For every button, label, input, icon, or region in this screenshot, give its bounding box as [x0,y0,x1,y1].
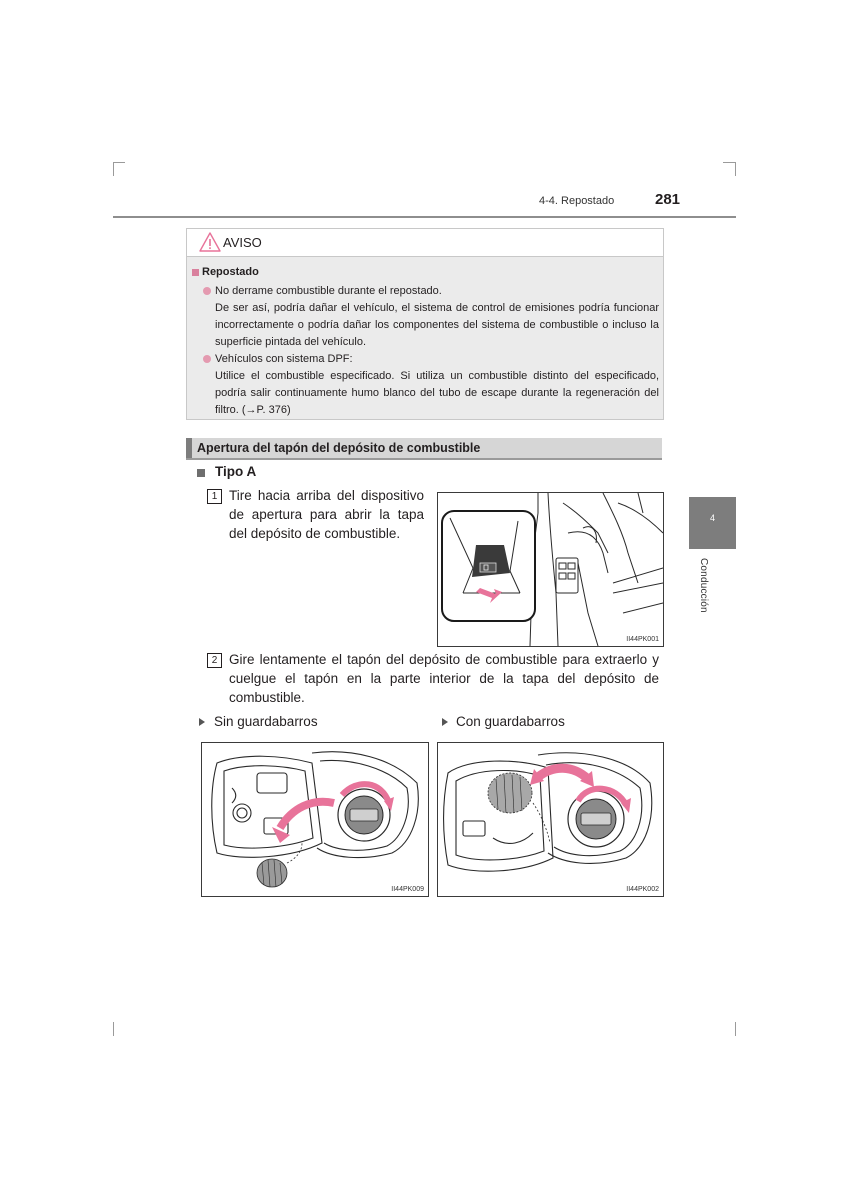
section-bar-accent [186,438,192,458]
warning-item-title: Vehículos con sistema DPF: [215,353,353,365]
header-rule [113,216,736,218]
section-title-bar [186,438,662,460]
warning-triangle-icon [199,232,221,252]
warning-item-body: Utilice el combustible especificado. Si utiliza un combustible distinto del especificado, podría salir continuamente humo blanco del tubo de escape durante la regeneración del filtro. (→P. 376) [215,370,659,416]
warning-box [186,228,664,420]
caption-triangle-icon [199,718,205,726]
subsection-title: Tipo A [215,464,257,479]
section-header: 4-4. Repostado [539,195,615,207]
step-number: 2 [207,653,222,668]
bullet-dot-icon [203,287,211,295]
figure-code: II44PK002 [626,886,659,893]
figure-cap-with-fender [437,742,664,897]
step-text: Tire hacia arriba del dispositivo de apertura para abrir la tapa del depósito de combustible. [229,488,424,541]
crop-mark [113,162,125,163]
warning-title: AVISO [223,235,262,250]
figure-cap-without-fender [201,742,429,897]
section-title: Apertura del tapón del depósito de combustible [197,441,481,455]
fuel-door-opener-illustration [438,493,663,646]
warning-item-body: De ser así, podría dañar el vehículo, el sistema de control de emisiones podría funcionar incorrectamente o podría dañar los componentes del sistema de combustible o incluso la superficie pintada del vehículo. [215,302,659,348]
caption-right: Con guardabarros [456,714,565,729]
chapter-tab [689,497,736,549]
warning-item-title: No derrame combustible durante el repostado. [215,285,442,297]
crop-mark [735,162,736,176]
chapter-number: 4 [709,513,715,523]
page-number: 281 [655,191,681,208]
bullet-dot-icon [203,355,211,363]
fuel-cap-with-fender-illustration [438,743,663,896]
figure-fuel-door-opener [437,492,664,647]
step-number: 1 [207,489,222,504]
figure-code: II44PK009 [391,886,424,893]
subsection-square-icon [197,469,205,477]
crop-mark [735,1022,736,1036]
crop-mark [723,162,735,163]
warning-heading: Repostado [202,266,259,278]
step-text: Gire lentamente el tapón del depósito de combustible para extraerlo y cuelgue el tapón en la parte interior de la tapa del depósito de combustible. [229,652,659,705]
crop-mark [113,1022,114,1036]
heading-square-icon [192,269,199,276]
figure-code: II44PK001 [626,636,659,643]
crop-mark [113,162,114,176]
caption-triangle-icon [442,718,448,726]
warning-header [187,229,663,257]
caption-left: Sin guardabarros [214,714,318,729]
chapter-label: Conducción [698,558,709,613]
fuel-cap-without-fender-illustration [202,743,428,896]
